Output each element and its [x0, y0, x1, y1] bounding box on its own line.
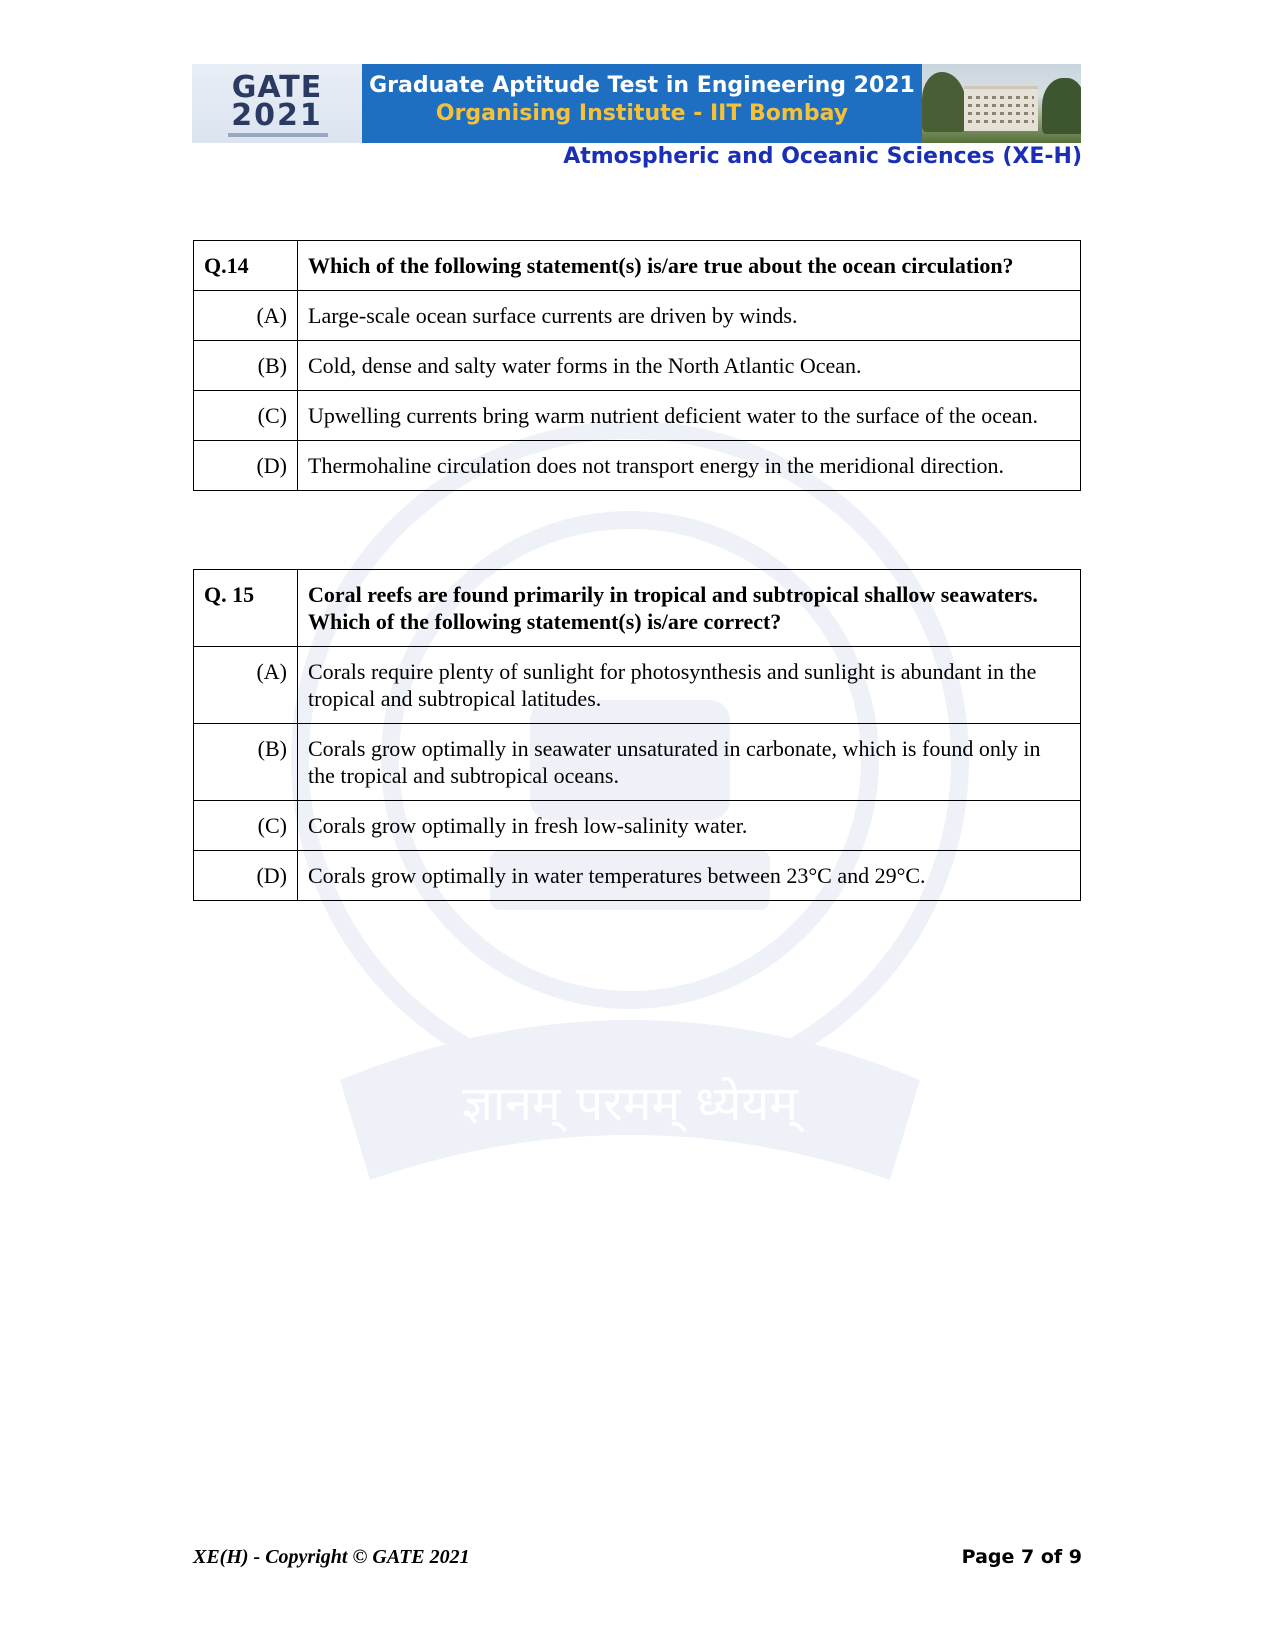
option-label: (B)	[194, 724, 298, 801]
institute-building-photo	[922, 64, 1081, 143]
banner-subtitle: Organising Institute - IIT Bombay	[435, 101, 849, 126]
option-label: (C)	[194, 801, 298, 851]
gate-logo	[192, 64, 362, 143]
option-text: Cold, dense and salty water forms in the North Atlantic Ocean.	[298, 341, 1081, 391]
option-row	[194, 801, 1081, 851]
option-label: (D)	[194, 441, 298, 491]
window-row	[968, 96, 1034, 99]
subject-title: Atmospheric and Oceanic Sciences (XE-H)	[563, 144, 1082, 169]
question-table	[193, 240, 1081, 491]
option-label: (A)	[194, 647, 298, 724]
option-text: Corals grow optimally in fresh low-salinity water.	[298, 801, 1081, 851]
logo-caption-bar	[228, 133, 328, 137]
building-graphic	[964, 86, 1038, 131]
window-row	[968, 104, 1034, 107]
question-table	[193, 569, 1081, 901]
option-row	[194, 851, 1081, 901]
window-row	[968, 120, 1034, 123]
option-row	[194, 341, 1081, 391]
question-row	[194, 570, 1081, 647]
tree-graphic	[1042, 78, 1081, 134]
logo-line2: 2021	[231, 98, 323, 133]
option-text: Corals grow optimally in water temperatures between 23°C and 29°C.	[298, 851, 1081, 901]
option-label: (B)	[194, 341, 298, 391]
option-label: (A)	[194, 291, 298, 341]
tree-graphic	[922, 72, 966, 132]
option-row	[194, 291, 1081, 341]
question-row	[194, 241, 1081, 291]
logo-line1: GATE	[231, 70, 323, 105]
option-text: Thermohaline circulation does not transport energy in the meridional direction.	[298, 441, 1081, 491]
question-stem: Coral reefs are found primarily in tropical and subtropical shallow seawaters. Which of the following statement(s) is/are correct?	[298, 570, 1081, 647]
option-row	[194, 441, 1081, 491]
option-text: Corals grow optimally in seawater unsaturated in carbonate, which is found only in the tropical and subtropical oceans.	[298, 724, 1081, 801]
option-row	[194, 391, 1081, 441]
page-number: Page 7 of 9	[961, 1546, 1082, 1568]
option-label: (C)	[194, 391, 298, 441]
header-banner	[192, 64, 1081, 143]
banner-text	[362, 64, 922, 143]
option-text: Upwelling currents bring warm nutrient deficient water to the surface of the ocean.	[298, 391, 1081, 441]
option-row	[194, 724, 1081, 801]
option-row	[194, 647, 1081, 724]
option-text: Large-scale ocean surface currents are driven by winds.	[298, 291, 1081, 341]
option-label: (D)	[194, 851, 298, 901]
question-stem: Which of the following statement(s) is/are true about the ocean circulation?	[298, 241, 1081, 291]
window-row	[968, 112, 1034, 115]
footer-copyright: XE(H) - Copyright © GATE 2021	[193, 1546, 470, 1568]
question-number: Q. 15	[194, 570, 298, 647]
banner-title: Graduate Aptitude Test in Engineering 2021	[369, 73, 915, 98]
watermark-motto: ज्ञानम् परमम् ध्येयम्	[462, 1076, 798, 1132]
option-text: Corals require plenty of sunlight for photosynthesis and sunlight is abundant in the tropical and subtropical latitudes.	[298, 647, 1081, 724]
question-number: Q.14	[194, 241, 298, 291]
